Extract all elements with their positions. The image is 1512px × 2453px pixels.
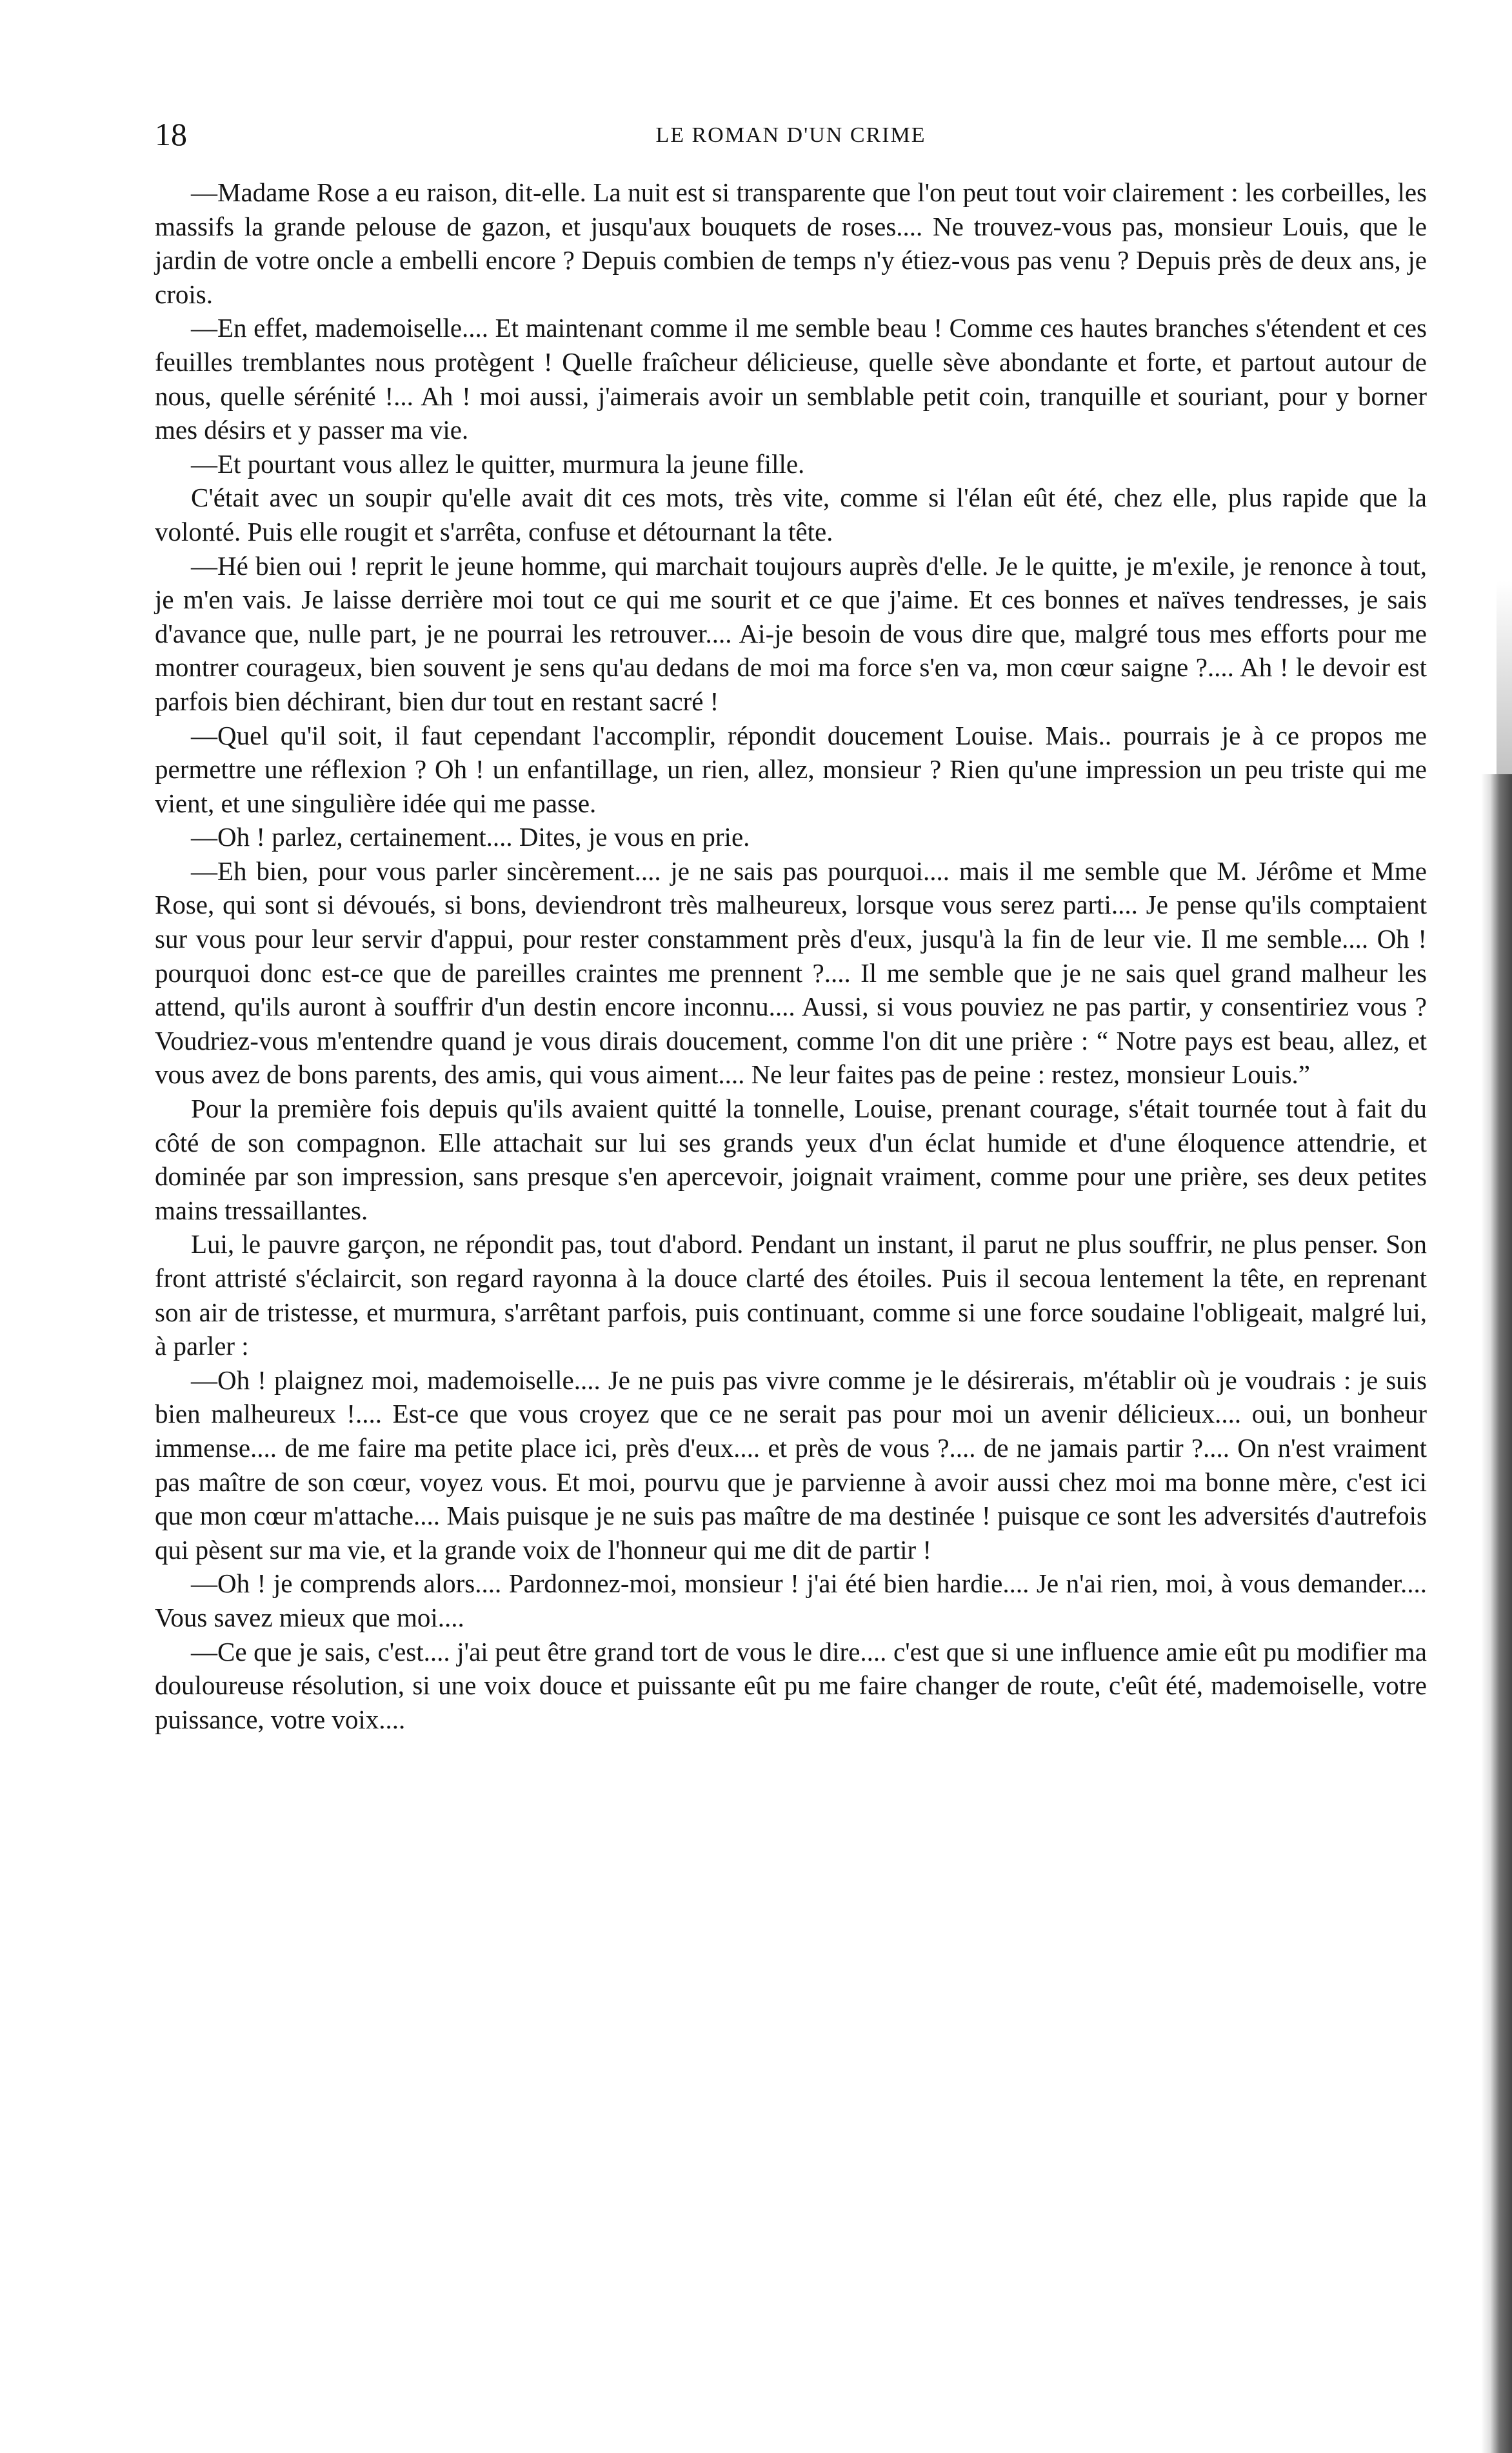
body-text	[155, 175, 1427, 1736]
paragraph: C'était avec un soupir qu'elle avait dit ces mots, très vite, comme si l'élan eût été, chez elle, plus rapide que la volonté. Puis elle rougit et s'arrêta, confuse et détournant la tête.	[155, 483, 1427, 546]
page-number: 18	[155, 116, 187, 152]
book-title: LE ROMAN D'UN CRIME	[655, 123, 926, 147]
paragraph: —En effet, mademoiselle.... Et maintenant comme il me semble beau ! Comme ces hautes branches s'étendent et ces feuilles tremblantes nous protègent ! Quelle fraîcheur délicieuse, quelle sève abondante et forte, et partout autour de nous, quelle sérénité !... Ah ! moi aussi, j'aimerais avoir un semblable petit coin, tranquille et souriant, pour y borner mes désirs et y passer ma vie.	[155, 313, 1427, 445]
paragraph: —Hé bien oui ! reprit le jeune homme, qui marchait toujours auprès d'elle. Je le quitte, je m'exile, je renonce à tout, je m'en vais. Je laisse derrière moi tout ce qui me sourit et ce que j'aime. Et ces bonnes et naïves tendresses, je sais d'avance que, nulle part, je ne pourrai les retrouver.... Ai-je besoin de vous dire que, malgré tous mes efforts pour me montrer courageux, bien souvent je sens qu'au dedans de moi ma force s'en va, mon cœur saigne ?.... Ah ! le devoir est parfois bien déchirant, bien dur tout en restant sacré !	[155, 550, 1427, 716]
paragraph: —Oh ! je comprends alors.... Pardonnez-moi, monsieur ! j'ai été bien hardie.... Je n'ai rien, moi, à vous demander.... Vous savez mieux que moi....	[155, 1568, 1427, 1632]
paragraph: —Madame Rose a eu raison, dit-elle. La nuit est si transparente que l'on peut tout voir clairement : les corbeilles, les massifs la grande pelouse de gazon, et jusqu'aux bouquets de roses.... Ne trouvez-vous pas, monsieur Louis, que le jardin de votre oncle a embelli encore ? Depuis combien de temps n'y étiez-vous pas venu ? Depuis près de deux ans, je crois.	[155, 177, 1427, 309]
paragraph: Pour la première fois depuis qu'ils avaient quitté la tonnelle, Louise, prenant courage, s'était tournée tout à fait du côté de son compagnon. Elle attachait sur lui ses grands yeux d'un éclat humide et d'une éloquence attendrie, et dominée par son impression, sans presque s'en apercevoir, joignait vraiment, comme pour une prière, ses deux petites mains tressaillantes.	[155, 1094, 1427, 1225]
scan-edge-shadow-top	[1497, 581, 1512, 774]
paragraph: —Oh ! parlez, certainement.... Dites, je vous en prie.	[191, 822, 750, 852]
running-head	[155, 115, 1427, 160]
paragraph: —Et pourtant vous allez le quitter, murmura la jeune fille.	[191, 448, 805, 479]
paragraph: Lui, le pauvre garçon, ne répondit pas, tout d'abord. Pendant un instant, il parut ne plus souffrir, ne plus penser. Son front attristé s'éclaircit, son regard rayonna à la douce clarté des étoiles. Puis il secoua lentement la tête, en reprenant son air de tristesse, et murmura, s'arrêtant parfois, puis continuant, comme si une force soudaine l'obligeait, malgré lui, à parler :	[155, 1229, 1427, 1361]
paragraph: —Ce que je sais, c'est.... j'ai peut être grand tort de vous le dire.... c'est que si une influence amie eût pu modifier ma douloureuse résolution, si une voix douce et puissante eût pu me faire changer de route, c'eût été, mademoiselle, votre puissance, votre voix....	[155, 1636, 1427, 1734]
scan-edge-shadow	[1481, 774, 1512, 2453]
paragraph: —Oh ! plaignez moi, mademoiselle.... Je ne puis pas vivre comme je le désirerais, m'établir où je voudrais : je suis bien malheureux !.... Est-ce que vous croyez que ce ne serait pas pour moi un avenir délicieux.... oui, un bonheur immense.... de me faire ma petite place ici, près d'eux.... et près de vous ?.... de ne jamais partir ?.... On n'est vraiment pas maître de son cœur, voyez vous. Et moi, pourvu que je parvienne à avoir aussi chez moi ma bonne mère, c'est ici que mon cœur m'attache.... Mais puisque je ne suis pas maître de ma destinée ! puisque ce sont les adversités d'autrefois qui pèsent sur ma vie, et la grande voix de l'honneur qui me dit de partir !	[155, 1365, 1427, 1565]
paragraph: —Quel qu'il soit, il faut cependant l'accomplir, répondit doucement Louise. Mais.. pourrais je à ce propos me permettre une réflexion ? Oh ! un enfantillage, un rien, allez, monsieur ? Rien qu'une impression un peu triste qui me vient, et une singulière idée qui me passe.	[155, 720, 1427, 818]
paragraph: —Eh bien, pour vous parler sincèrement.... je ne sais pas pourquoi.... mais il me semble que M. Jérôme et Mme Rose, qui sont si dévoués, si bons, deviendront très malheureux, lorsque vous serez parti.... Je pense qu'ils comptaient sur vous pour leur servir d'appui, pour rester constamment près d'eux, jusqu'à la fin de leur vie. Il me semble.... Oh ! pourquoi donc est-ce que de pareilles craintes me prennent ?.... Il me semble que je ne sais quel grand malheur les attend, qu'ils auront à souffrir d'un destin encore inconnu.... Aussi, si vous pouviez ne pas partir, y consentiriez vous ? Voudriez-vous m'entendre quand je vous dirais doucement, comme l'on dit une prière : “ Notre pays est beau, allez, et vous avez de bons parents, des amis, qui vous aiment.... Ne leur faites pas de peine : restez, monsieur Louis.”	[155, 856, 1427, 1090]
